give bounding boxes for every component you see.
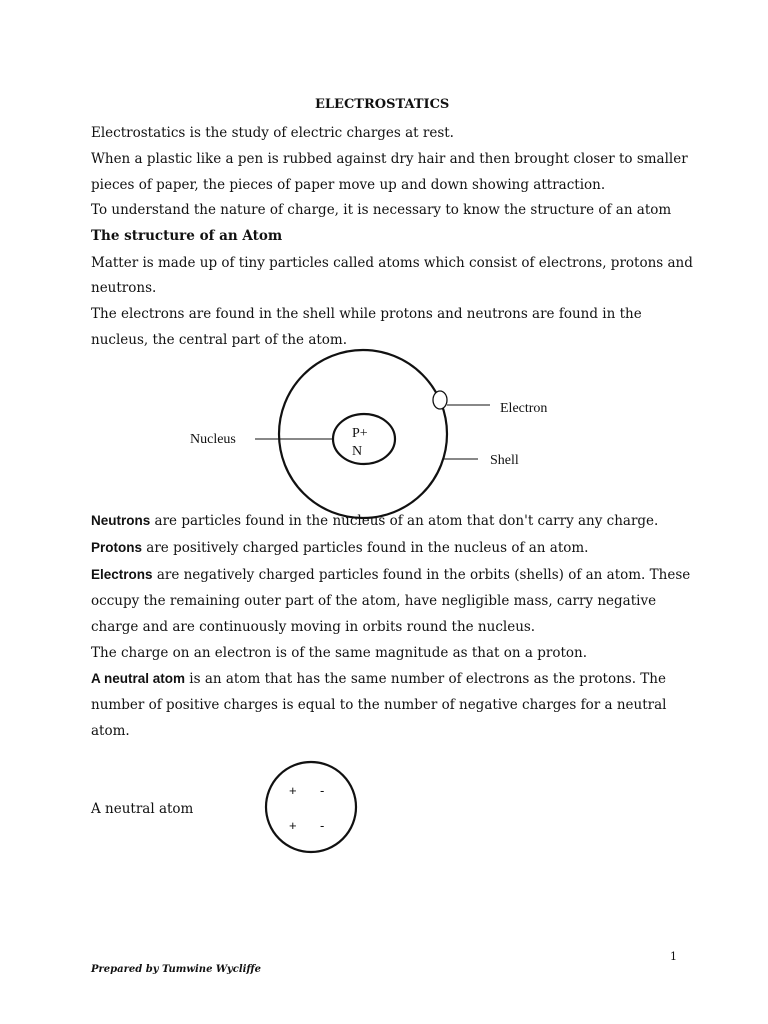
protons-term: Protons [91, 540, 143, 555]
neutral-atom-label: A neutral atom [91, 801, 194, 817]
nucleus-label: Nucleus [190, 432, 236, 447]
shell-label: Shell [490, 453, 519, 468]
structure-line-4: nucleus, the central part of the atom. [91, 332, 348, 348]
electrons-text: are negatively charged particles found in the orbits (shells) of an atom. These [152, 567, 691, 583]
neutral-text: is an atom that has the same number of electrons as the protons. The [185, 671, 666, 687]
structure-line-3: The electrons are found in the shell while protons and neutrons are found in the [91, 306, 642, 322]
electrons-term: Electrons [91, 567, 153, 582]
electrons-line-2: occupy the remaining outer part of the atom, have negligible mass, carry negative [91, 593, 657, 609]
neutral-line-2: number of positive charges is equal to the number of negative charges for a neutral [91, 697, 667, 713]
minus-sign-1: - [320, 783, 325, 798]
structure-line-2: neutrons. [91, 280, 157, 296]
neutral-term: A neutral atom [91, 671, 186, 686]
page-title: ELECTROSTATICS [315, 97, 450, 112]
structure-line-1: Matter is made up of tiny particles called atoms which consist of electrons, protons and [91, 255, 693, 271]
electrons-line-3: charge and are continuously moving in orbits round the nucleus. [91, 619, 536, 635]
electron-label: Electron [500, 401, 548, 416]
intro-line-4: To understand the nature of charge, it is necessary to know the structure of an atom [91, 202, 672, 218]
charge-note: The charge on an electron is of the same magnitude as that on a proton. [91, 645, 587, 661]
protons-text: are positively charged particles found in the nucleus of an atom. [142, 540, 589, 556]
plus-sign-2: + [289, 818, 297, 833]
minus-sign-2: - [320, 818, 325, 833]
footer-credit: Prepared by Tumwine Wycliffe [91, 964, 262, 975]
neutral-line-3: atom. [91, 723, 130, 739]
page-number: 1 [670, 950, 677, 963]
intro-line-3: pieces of paper, the pieces of paper move up and down showing attraction. [91, 177, 606, 193]
nucleus-text-p: P+ [352, 426, 368, 441]
neutrons-term: Neutrons [91, 513, 151, 528]
plus-sign-1: + [289, 783, 297, 798]
nucleus-text-n: N [352, 444, 363, 459]
neutral-atom-circle [266, 762, 356, 852]
intro-line-1: Electrostatics is the study of electric charges at rest. [91, 125, 454, 141]
intro-line-2: When a plastic like a pen is rubbed against dry hair and then brought closer to smaller [91, 151, 688, 167]
neutrons-text: are particles found in the nucleus of an atom that don't carry any charge. [150, 513, 659, 529]
section-heading: The structure of an Atom [91, 228, 283, 244]
